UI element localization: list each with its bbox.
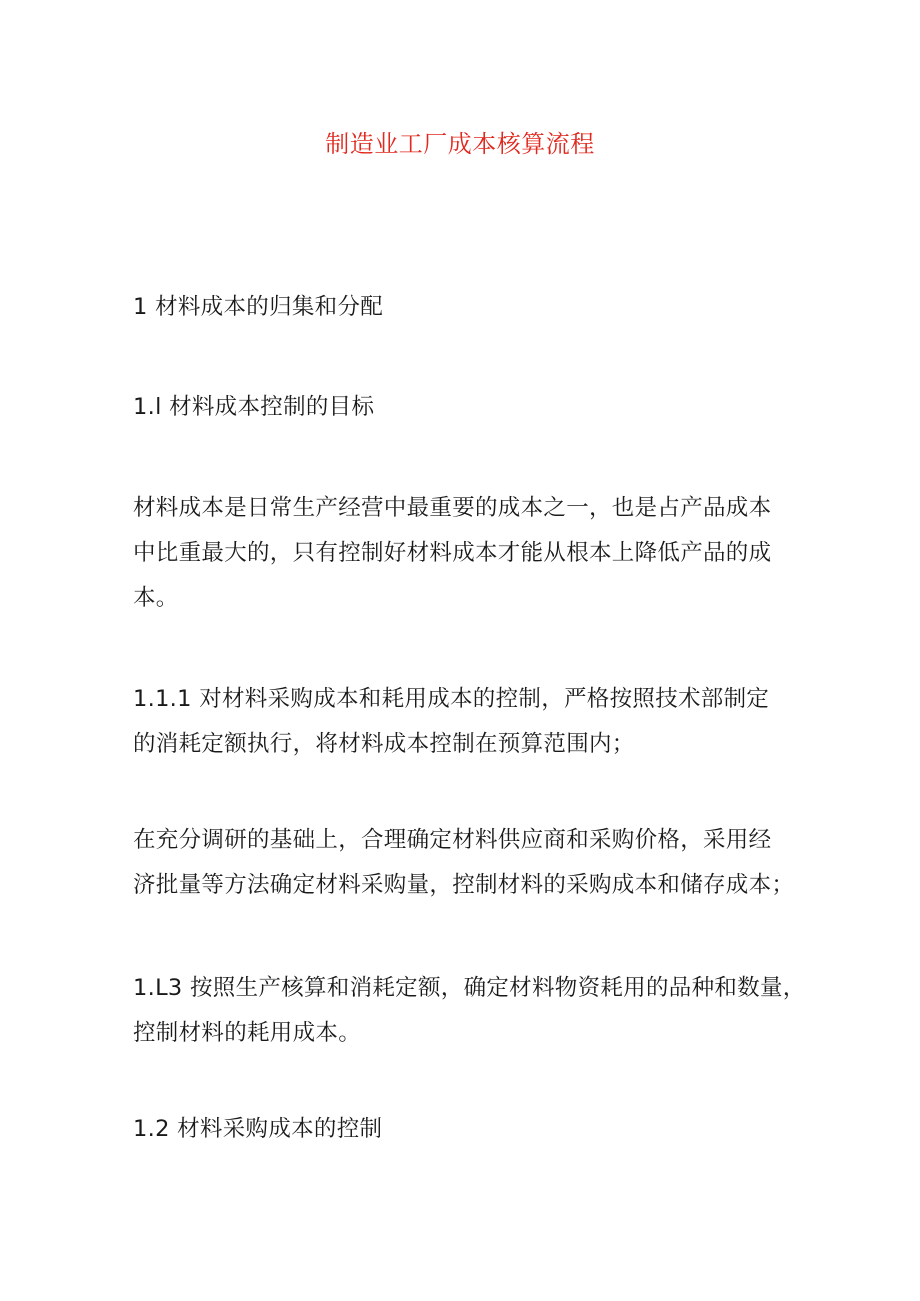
document-title: 制造业工厂成本核算流程 <box>325 130 595 158</box>
heading-section-1-1: 1.l 材料成本控制的目标 <box>133 394 375 420</box>
paragraph-line: 1.1.1 对材料采购成本和耗用成本的控制，严格按照技术部制定 <box>133 686 770 712</box>
paragraph-supplier <box>133 818 833 908</box>
paragraph-1-1-1 <box>133 677 833 767</box>
paragraph-1-1-3 <box>133 966 833 1056</box>
paragraph-material-cost <box>133 486 833 621</box>
paragraph-line: 在充分调研的基础上，合理确定材料供应商和采购价格，采用经 <box>133 827 772 853</box>
paragraph-line: 1.L3 按照生产核算和消耗定额，确定材料物资耗用的品种和数量， <box>133 975 806 1001</box>
paragraph-line: 控制材料的耗用成本。 <box>133 1020 362 1046</box>
paragraph-line: 中比重最大的，只有控制好材料成本才能从根本上降低产品的成 <box>133 540 772 566</box>
paragraph-line: 的消耗定额执行，将材料成本控制在预算范围内； <box>133 731 635 757</box>
heading-section-1: 1 材料成本的归集和分配 <box>133 294 384 320</box>
paragraph-line: 材料成本是日常生产经营中最重要的成本之一，也是占产品成本 <box>133 495 772 521</box>
paragraph-line: 本。 <box>133 585 179 611</box>
heading-section-1-2: 1.2 材料采购成本的控制 <box>133 1116 383 1142</box>
paragraph-line: 济批量等方法确定材料采购量，控制材料的采购成本和储存成本； <box>133 872 795 898</box>
